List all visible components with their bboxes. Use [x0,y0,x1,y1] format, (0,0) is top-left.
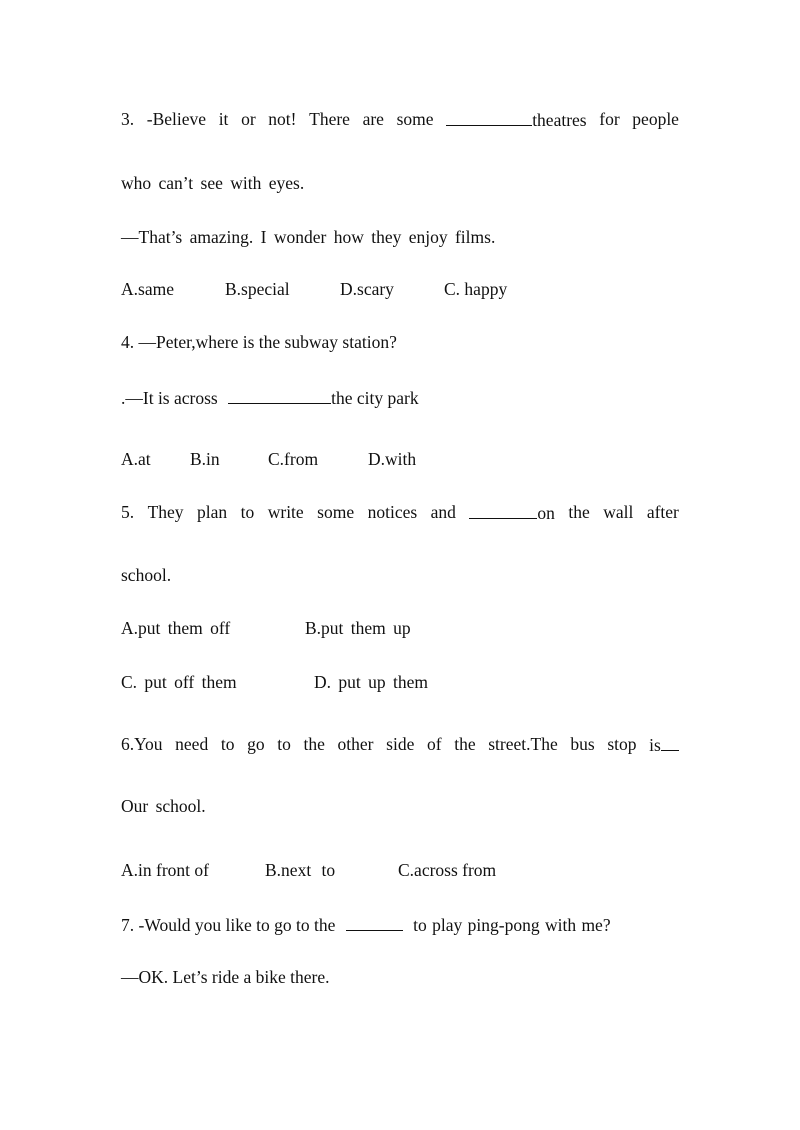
q5-option-b[interactable]: B.put them up [305,618,411,638]
q5-word: write [267,502,304,522]
q4-option-b[interactable]: B.in [190,449,220,469]
q6-word: to [277,734,291,754]
q3-blank-group [446,108,586,131]
q4-line2 [121,386,419,409]
q5-options-row2 [121,671,428,693]
q5-line2: school. [121,565,172,585]
q5-option-c[interactable]: C. put off them [121,672,237,692]
q3-word: some [396,109,434,129]
q7-line1 [121,913,611,936]
q3-word: people [632,109,679,129]
q6-word: the [454,734,476,754]
q3-line3: —That’s amazing. I wonder how they enjoy films. [121,227,496,247]
q5-word: plan [197,502,228,522]
q3-word: or [241,109,256,129]
q6-word: other [337,734,374,754]
q4-option-c[interactable]: C.from [268,449,319,469]
q6-word: of [427,734,442,754]
q3-word: are [362,109,384,129]
q5-word: to [240,502,255,522]
q3-option-d[interactable]: D.scary [340,279,394,299]
q6-option-c[interactable]: C.across from [398,860,497,880]
q5-option-d[interactable]: D. put up them [314,672,428,692]
q5-word: some [317,502,355,522]
q6-line1 [121,733,679,756]
q5-word: on [537,503,555,523]
q4-option-a[interactable]: A.at [121,449,151,469]
q7-answer-blank[interactable] [346,913,403,931]
q4-text-before: .—It is across [121,388,218,408]
q5-word: They [147,502,184,522]
q3-word: theatres [532,110,587,130]
q4-options [121,448,416,470]
q5-word: the [568,502,590,522]
q5-answer-blank[interactable] [469,501,537,519]
q3-word: -Believe [146,109,207,129]
q6-word: need [175,734,209,754]
q5-option-a[interactable]: A.put them off [121,618,231,638]
q5-line1 [121,501,679,524]
q3-options [121,278,507,300]
q6-word: is [649,735,661,755]
q4-option-d[interactable]: D.with [368,449,417,469]
q6-option-a[interactable]: A.in front of [121,860,209,880]
q3-line2: who can’t see with eyes. [121,173,305,193]
q5-blank-group [469,501,555,524]
q6-word: bus [570,734,595,754]
q6-word: street.The [488,734,558,754]
q4-line1: 4. —Peter,where is the subway station? [121,332,397,352]
q5-word: notices [367,502,418,522]
q3-option-c[interactable]: C. happy [444,279,508,299]
q3-line1 [121,108,679,131]
q6-word: side [386,734,415,754]
q6-word: stop [607,734,637,754]
q6-word: to [220,734,235,754]
q6-options [121,859,496,881]
q7-line2: —OK. Let’s ride a bike there. [121,967,330,987]
q5-word: 5. [121,502,135,522]
q3-word: for [599,109,620,129]
q4-answer-blank[interactable] [228,386,331,404]
q3-option-a[interactable]: A.same [121,279,174,299]
q5-word: and [430,502,456,522]
q5-options-row1 [121,617,411,639]
q6-blank-group [649,733,679,756]
q3-option-b[interactable]: B.special [225,279,290,299]
q6-word: 6.You [121,734,163,754]
q3-word: it [218,109,229,129]
q5-word: wall [603,502,634,522]
q3-word: 3. [121,109,135,129]
q5-word: after [646,502,679,522]
q7-text-before: 7. -Would you like to go to the [121,915,336,935]
q3-word: There [309,109,350,129]
q3-word: not! [268,109,297,129]
q6-answer-blank[interactable] [661,733,679,751]
q6-option-b[interactable]: B.next to [265,860,336,880]
q6-word: the [303,734,325,754]
q7-text-after: to play ping-pong with me? [413,915,611,935]
q6-word: go [247,734,265,754]
q3-answer-blank[interactable] [446,108,532,126]
q4-text-after: the city park [331,388,419,408]
q6-line2: Our school. [121,796,206,816]
